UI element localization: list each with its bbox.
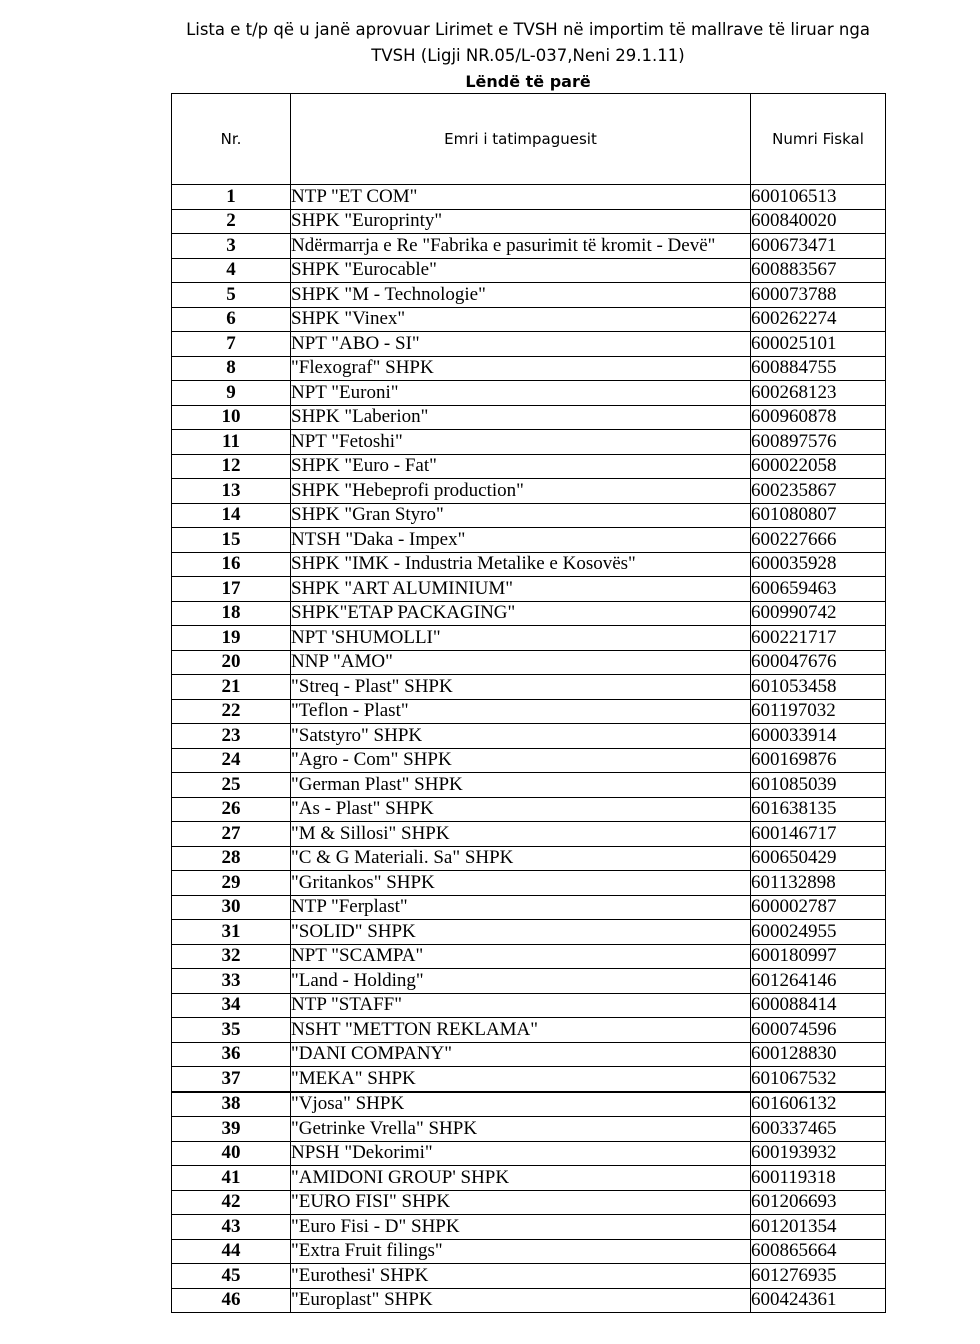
table-row xyxy=(172,871,886,896)
taxpayer-name: "Getrinke Vrella" SHPK xyxy=(291,1117,751,1142)
table-row xyxy=(172,1141,886,1166)
table-body xyxy=(172,185,886,1313)
table-row xyxy=(172,577,886,602)
row-number: 17 xyxy=(172,577,291,602)
taxpayer-name: "M & Sillosi" SHPK xyxy=(291,822,751,847)
taxpayer-name: NPT "Euroni" xyxy=(291,381,751,406)
taxpayer-name: SHPK "M - Technologie" xyxy=(291,283,751,308)
fiscal-number: 600002787 xyxy=(751,895,886,920)
row-number: 20 xyxy=(172,650,291,675)
taxpayer-name: "Land - Holding" xyxy=(291,969,751,994)
taxpayer-name: "Eurothesi' SHPK xyxy=(291,1264,751,1289)
taxpayer-name: SHPK "ART ALUMINIUM" xyxy=(291,577,751,602)
row-number: 15 xyxy=(172,528,291,553)
table-row xyxy=(172,724,886,749)
table-row xyxy=(172,748,886,773)
table-row xyxy=(172,356,886,381)
row-number: 2 xyxy=(172,209,291,234)
row-number: 8 xyxy=(172,356,291,381)
taxpayer-name: SHPK "Hebeprofi production" xyxy=(291,479,751,504)
fiscal-number: 600033914 xyxy=(751,724,886,749)
row-number: 14 xyxy=(172,503,291,528)
table-row xyxy=(172,1264,886,1289)
fiscal-number: 601053458 xyxy=(751,675,886,700)
document-subtitle: Lëndë të parë xyxy=(465,72,591,91)
table-row xyxy=(172,626,886,651)
column-header-fiscal: Numri Fiskal xyxy=(751,94,886,185)
table-row xyxy=(172,258,886,283)
table-row xyxy=(172,920,886,945)
table-header-row xyxy=(172,94,886,185)
fiscal-number: 601132898 xyxy=(751,871,886,896)
table-row xyxy=(172,307,886,332)
row-number: 10 xyxy=(172,405,291,430)
row-number: 37 xyxy=(172,1067,291,1092)
table-row xyxy=(172,1092,886,1117)
table-row xyxy=(172,528,886,553)
fiscal-number: 600424361 xyxy=(751,1288,886,1313)
row-number: 19 xyxy=(172,626,291,651)
taxpayer-name: NPT "ABO - SI" xyxy=(291,332,751,357)
fiscal-number: 601606132 xyxy=(751,1092,886,1117)
fiscal-number: 600650429 xyxy=(751,846,886,871)
row-number: 25 xyxy=(172,773,291,798)
fiscal-number: 601080807 xyxy=(751,503,886,528)
table-row xyxy=(172,944,886,969)
table-row xyxy=(172,405,886,430)
row-number: 39 xyxy=(172,1117,291,1142)
table-row xyxy=(172,430,886,455)
fiscal-number: 600088414 xyxy=(751,993,886,1018)
fiscal-number: 600337465 xyxy=(751,1117,886,1142)
row-number: 18 xyxy=(172,601,291,626)
table-row xyxy=(172,895,886,920)
fiscal-number: 601276935 xyxy=(751,1264,886,1289)
column-header-nr: Nr. xyxy=(172,94,291,185)
fiscal-number: 600073788 xyxy=(751,283,886,308)
taxpayer-name: "Satstyro" SHPK xyxy=(291,724,751,749)
row-number: 5 xyxy=(172,283,291,308)
row-number: 1 xyxy=(172,185,291,210)
table-row xyxy=(172,234,886,259)
taxpayer-name: "AMIDONI GROUP' SHPK xyxy=(291,1166,751,1191)
fiscal-number: 601206693 xyxy=(751,1190,886,1215)
row-number: 23 xyxy=(172,724,291,749)
row-number: 12 xyxy=(172,454,291,479)
fiscal-number: 600673471 xyxy=(751,234,886,259)
fiscal-number: 601085039 xyxy=(751,773,886,798)
fiscal-number: 600106513 xyxy=(751,185,886,210)
table-row xyxy=(172,283,886,308)
taxpayer-name: "SOLID" SHPK xyxy=(291,920,751,945)
row-number: 32 xyxy=(172,944,291,969)
table-row xyxy=(172,454,886,479)
row-number: 26 xyxy=(172,797,291,822)
row-number: 33 xyxy=(172,969,291,994)
taxpayer-name: SHPK "IMK - Industria Metalike e Kosovës" xyxy=(291,552,751,577)
taxpayer-name: NSHT "METTON REKLAMA" xyxy=(291,1018,751,1043)
fiscal-number: 600022058 xyxy=(751,454,886,479)
row-number: 28 xyxy=(172,846,291,871)
fiscal-number: 600235867 xyxy=(751,479,886,504)
taxpayer-name: NPSH "Dekorimi" xyxy=(291,1141,751,1166)
fiscal-number: 600227666 xyxy=(751,528,886,553)
row-number: 11 xyxy=(172,430,291,455)
taxpayer-name: Ndërmarrja e Re "Fabrika e pasurimit të kromit - Devë" xyxy=(291,234,751,259)
table-row xyxy=(172,479,886,504)
row-number: 38 xyxy=(172,1092,291,1117)
fiscal-number: 600047676 xyxy=(751,650,886,675)
taxpayer-name: NTSH "Daka - Impex" xyxy=(291,528,751,553)
taxpayer-name: "Streq - Plast" SHPK xyxy=(291,675,751,700)
row-number: 29 xyxy=(172,871,291,896)
fiscal-number: 600128830 xyxy=(751,1042,886,1067)
fiscal-number: 600659463 xyxy=(751,577,886,602)
fiscal-number: 600074596 xyxy=(751,1018,886,1043)
table-row xyxy=(172,1117,886,1142)
taxpayer-name: "DANI COMPANY" xyxy=(291,1042,751,1067)
fiscal-number: 601638135 xyxy=(751,797,886,822)
taxpayer-name: "German Plast" SHPK xyxy=(291,773,751,798)
taxpayer-name: NTP "ET COM" xyxy=(291,185,751,210)
table-row xyxy=(172,1067,886,1092)
document-law-reference: TVSH (Ligji NR.05/L-037,Neni 29.1.11) xyxy=(371,46,685,65)
table-row xyxy=(172,185,886,210)
fiscal-number: 600025101 xyxy=(751,332,886,357)
fiscal-number: 600024955 xyxy=(751,920,886,945)
taxpayer-name: NPT "Fetoshi" xyxy=(291,430,751,455)
table-row xyxy=(172,332,886,357)
table-row xyxy=(172,601,886,626)
taxpayer-name: SHPK "Vinex" xyxy=(291,307,751,332)
fiscal-number: 600119318 xyxy=(751,1166,886,1191)
table-row xyxy=(172,381,886,406)
fiscal-number: 601067532 xyxy=(751,1067,886,1092)
row-number: 4 xyxy=(172,258,291,283)
table-row xyxy=(172,552,886,577)
fiscal-number: 600268123 xyxy=(751,381,886,406)
table-row xyxy=(172,209,886,234)
taxpayer-name: SHPK "Laberion" xyxy=(291,405,751,430)
row-number: 24 xyxy=(172,748,291,773)
taxpayer-name: SHPK "Euro - Fat" xyxy=(291,454,751,479)
table-row xyxy=(172,1018,886,1043)
table-row xyxy=(172,969,886,994)
taxpayer-name: NPT 'SHUMOLLI" xyxy=(291,626,751,651)
taxpayer-name: "As - Plast" SHPK xyxy=(291,797,751,822)
fiscal-number: 600883567 xyxy=(751,258,886,283)
taxpayer-table xyxy=(171,93,886,1313)
table-row xyxy=(172,797,886,822)
table-row xyxy=(172,1042,886,1067)
table-row xyxy=(172,993,886,1018)
row-number: 42 xyxy=(172,1190,291,1215)
fiscal-number: 600990742 xyxy=(751,601,886,626)
fiscal-number: 601264146 xyxy=(751,969,886,994)
taxpayer-name: NTP "Ferplast" xyxy=(291,895,751,920)
taxpayer-name: "EURO FISI" SHPK xyxy=(291,1190,751,1215)
row-number: 13 xyxy=(172,479,291,504)
fiscal-number: 600146717 xyxy=(751,822,886,847)
taxpayer-name: "Europlast" SHPK xyxy=(291,1288,751,1313)
taxpayer-name: NPT "SCAMPA" xyxy=(291,944,751,969)
row-number: 7 xyxy=(172,332,291,357)
fiscal-number: 600169876 xyxy=(751,748,886,773)
fiscal-number: 601201354 xyxy=(751,1215,886,1240)
row-number: 21 xyxy=(172,675,291,700)
taxpayer-name: SHPK"ETAP PACKAGING" xyxy=(291,601,751,626)
row-number: 31 xyxy=(172,920,291,945)
document-title: Lista e t/p që u janë aprovuar Lirimet e TVSH në importim të mallrave të liruar nga xyxy=(186,20,870,39)
fiscal-number: 600884755 xyxy=(751,356,886,381)
row-number: 16 xyxy=(172,552,291,577)
table-row xyxy=(172,1239,886,1264)
taxpayer-name: "Euro Fisi - D" SHPK xyxy=(291,1215,751,1240)
fiscal-number: 600180997 xyxy=(751,944,886,969)
row-number: 40 xyxy=(172,1141,291,1166)
table-row xyxy=(172,650,886,675)
taxpayer-name: "Agro - Com" SHPK xyxy=(291,748,751,773)
taxpayer-name: "Gritankos" SHPK xyxy=(291,871,751,896)
taxpayer-name: NNP "AMO" xyxy=(291,650,751,675)
taxpayer-name: "Teflon - Plast" xyxy=(291,699,751,724)
table-row xyxy=(172,1215,886,1240)
fiscal-number: 601197032 xyxy=(751,699,886,724)
column-header-name: Emri i tatimpaguesit xyxy=(291,94,751,185)
table-row xyxy=(172,773,886,798)
fiscal-number: 600840020 xyxy=(751,209,886,234)
fiscal-number: 600221717 xyxy=(751,626,886,651)
table-row xyxy=(172,846,886,871)
taxpayer-name: SHPK "Eurocable" xyxy=(291,258,751,283)
fiscal-number: 600897576 xyxy=(751,430,886,455)
taxpayer-name: "Extra Fruit filings" xyxy=(291,1239,751,1264)
row-number: 3 xyxy=(172,234,291,259)
table-row xyxy=(172,1166,886,1191)
row-number: 45 xyxy=(172,1264,291,1289)
table-row xyxy=(172,1288,886,1313)
taxpayer-name: SHPK "Europrinty" xyxy=(291,209,751,234)
row-number: 41 xyxy=(172,1166,291,1191)
table-row xyxy=(172,699,886,724)
fiscal-number: 600262274 xyxy=(751,307,886,332)
fiscal-number: 600035928 xyxy=(751,552,886,577)
row-number: 27 xyxy=(172,822,291,847)
row-number: 34 xyxy=(172,993,291,1018)
taxpayer-name: "MEKA" SHPK xyxy=(291,1067,751,1092)
taxpayer-name: SHPK "Gran Styro" xyxy=(291,503,751,528)
row-number: 35 xyxy=(172,1018,291,1043)
row-number: 46 xyxy=(172,1288,291,1313)
table-row xyxy=(172,822,886,847)
taxpayer-name: "Flexograf" SHPK xyxy=(291,356,751,381)
fiscal-number: 600865664 xyxy=(751,1239,886,1264)
row-number: 30 xyxy=(172,895,291,920)
row-number: 6 xyxy=(172,307,291,332)
row-number: 22 xyxy=(172,699,291,724)
row-number: 36 xyxy=(172,1042,291,1067)
taxpayer-name: "C & G Materiali. Sa" SHPK xyxy=(291,846,751,871)
row-number: 9 xyxy=(172,381,291,406)
fiscal-number: 600193932 xyxy=(751,1141,886,1166)
table-row xyxy=(172,503,886,528)
taxpayer-name: "Vjosa" SHPK xyxy=(291,1092,751,1117)
table-row xyxy=(172,675,886,700)
table-row xyxy=(172,1190,886,1215)
taxpayer-name: NTP "STAFF" xyxy=(291,993,751,1018)
fiscal-number: 600960878 xyxy=(751,405,886,430)
row-number: 44 xyxy=(172,1239,291,1264)
row-number: 43 xyxy=(172,1215,291,1240)
